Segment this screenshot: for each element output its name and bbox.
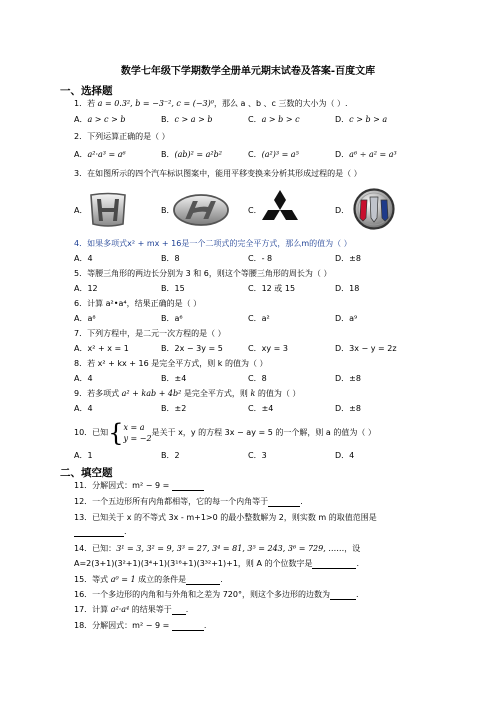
q13-answer-blank [74, 527, 124, 537]
q9-option-d: D．±8 [335, 404, 361, 413]
q14-stem-line2: A=2(3+1)(3²+1)(3⁴+1)(3¹⁶+1)(3³²+1)+1，则 A 的个位数字是 . [74, 559, 360, 568]
q15-stem: 15．等式 a⁰ = 1 成立的条件是 . [74, 575, 223, 584]
q4-option-a: A．4 [74, 254, 93, 263]
q3-option-c: C． [248, 206, 262, 215]
q8-option-b: B．±4 [161, 374, 187, 383]
q10-option-c: C．3 [248, 451, 267, 460]
q8-option-a: A．4 [74, 374, 93, 383]
q18-stem: 18．分解因式：m² − 9 = . [74, 621, 207, 630]
q4-option-c: C．- 8 [248, 254, 273, 263]
q7-option-b: B．2x − 3y = 5 [161, 344, 223, 353]
q12-stem: 12．一个五边形所有内角都相等，它的每一个内角等于 . [74, 497, 303, 506]
hyundai-logo-icon [172, 193, 230, 227]
q4-option-d: D．±8 [335, 254, 361, 263]
q8-stem: 8．若 x² + kx + 16 是完全平方式，则 k 的值为（ ） [74, 359, 268, 368]
q18-answer-blank [172, 621, 204, 631]
q4-stem: 4．如果多项式x² + mx + 16是一个二项式的完全平方式，那么m的值为（ ） [74, 239, 352, 248]
q10-option-a: A．1 [74, 451, 93, 460]
q10-brace: { [108, 418, 124, 447]
q12-answer-blank [268, 497, 300, 507]
q5-option-a: A．12 [74, 284, 98, 293]
q6-stem: 6．计算 a²•a⁴，结果正确的是（ ） [74, 299, 202, 308]
q6-option-b: B．a⁶ [161, 314, 183, 323]
q8-option-c: C．8 [248, 374, 267, 383]
q11-answer-blank [172, 481, 204, 491]
q8-option-d: D．±8 [335, 374, 361, 383]
q4-option-b: B．8 [161, 254, 180, 263]
q10-option-b: B．2 [161, 451, 180, 460]
q10-option-d: D．4 [335, 451, 355, 460]
q9-stem: 9．若多项式 a² + kab + 4b² 是完全平方式，则 k 的值为（ ） [74, 389, 301, 398]
q13-stem: 13．已知关于 x 的不等式 3x - m+1>0 的最小整数解为 2，则实数 m 的取值范围是 [74, 513, 377, 522]
q5-option-d: D．18 [335, 284, 360, 293]
buick-logo-icon [353, 188, 395, 230]
q2-option-a: A．a²·a³ = a⁶ [74, 150, 126, 159]
q14-stem: 14．已知：3¹ = 3, 3² = 9, 3³ = 27, 3⁴ = 81, 3⁵ = 243, 3⁶ = 729, ……，设 [74, 544, 361, 553]
q2-stem: 2．下列运算正确的是（ ） [74, 132, 170, 141]
q9-option-c: C．±4 [248, 404, 274, 413]
q10-stem: 10．已知{ x = a y = −2 是关于 x，y 的方程 3x − ay = 5 的一个解，则 a 的值为（ ） [74, 418, 376, 447]
q1-option-a: A．a > c > b [74, 115, 126, 124]
q17-answer-blank [172, 605, 186, 615]
section-fill-heading: 二、填空题 [60, 467, 113, 479]
q5-option-c: C．12 或 15 [248, 284, 296, 293]
honda-logo-icon [88, 191, 128, 229]
q2-option-b: B．(ab)² = a²b² [161, 150, 222, 159]
q2-option-c: C．(a²)³ = a⁵ [248, 150, 299, 159]
section-choice-heading: 一、选择题 [60, 85, 113, 97]
q16-answer-blank [330, 590, 356, 600]
q7-option-d: D．3x − y = 2z [335, 344, 397, 353]
mitsubishi-logo-icon [260, 188, 300, 228]
q11-stem: 11．分解因式：m² − 9 = [74, 480, 204, 491]
q5-option-b: B．15 [161, 284, 185, 293]
q7-option-a: A．x² + x = 1 [74, 344, 129, 353]
q3-option-a: A． [74, 206, 88, 215]
q15-answer-blank [186, 575, 220, 585]
q3-option-b: B． [161, 206, 175, 215]
q3-option-d: D． [335, 206, 350, 215]
q6-option-d: D．a⁹ [335, 314, 358, 323]
q7-option-c: C．xy = 3 [248, 344, 288, 353]
q7-stem: 7．下列方程中，是二元一次方程的是（ ） [74, 329, 226, 338]
q17-stem: 17．计算 a²·a⁴ 的结果等于 . [74, 605, 189, 614]
q3-stem: 3．在如图所示的四个汽车标识图案中，能用平移变换来分析其形成过程的是（ ） [74, 169, 362, 178]
q16-stem: 16．一个多边形的内角和与外角和之差为 720°，则这个多边形的边数为 . [74, 590, 359, 599]
q2-option-d: D．a⁶ ÷ a² = a³ [335, 150, 397, 159]
q1-option-d: D．c > b > a [335, 115, 388, 124]
q6-option-a: A．a⁸ [74, 314, 96, 323]
q6-option-c: C．a² [248, 314, 270, 323]
q1-stem: 1．若 a = 0.3², b = −3⁻², c = (−3)⁰，那么 a 、b 、c 三数的大小为（ ）. [74, 99, 348, 108]
q1-option-b: B．c > a > b [161, 115, 213, 124]
q1-option-c: C．a > b > c [248, 115, 300, 124]
q10-system: x = a y = −2 [123, 422, 152, 443]
q14-answer-blank [312, 559, 356, 569]
q9-option-b: B．±2 [161, 404, 187, 413]
q13-answer-line: . [74, 526, 127, 537]
q5-stem: 5．等腰三角形的两边长分别为 3 和 6，则这个等腰三角形的周长为（ ） [74, 269, 332, 278]
page-title: 数学七年级下学期数学全册单元期末试卷及答案-百度文库 [120, 66, 376, 77]
q9-option-a: A．4 [74, 404, 93, 413]
